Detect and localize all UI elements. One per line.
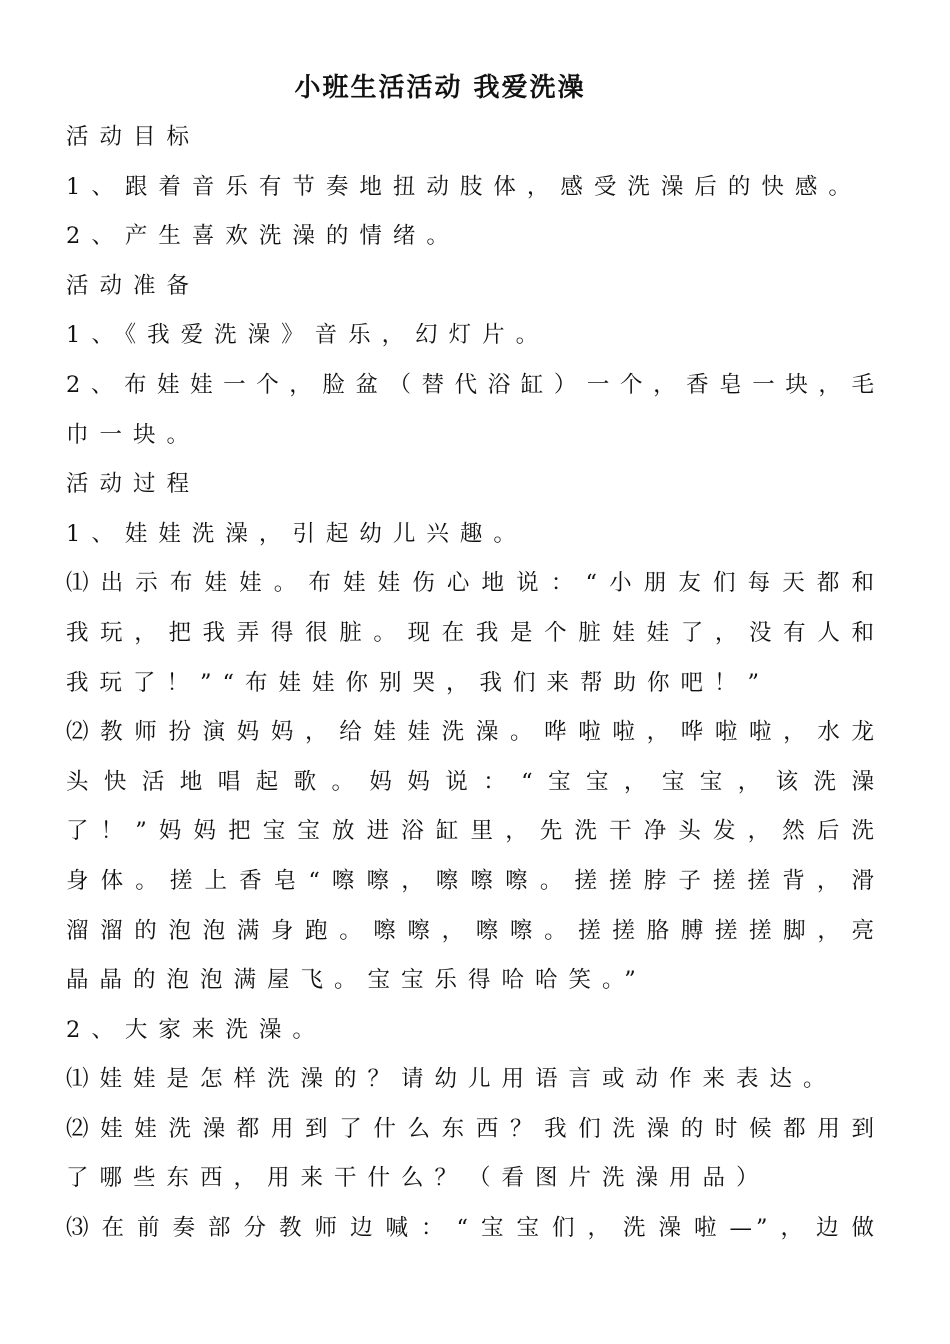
text-line: 活动过程 <box>66 471 201 498</box>
text-line: 2、大家来洗澡。 <box>66 1016 326 1043</box>
text-line: ⑵娃娃洗澡都用到了什么东西？我们洗澡的时候都用到 <box>66 1115 878 1142</box>
text-line: 巾一块。 <box>66 421 201 448</box>
text-line: 2、产生喜欢洗澡的情绪。 <box>66 223 460 250</box>
text-line: 我玩了！”“布娃娃你别哭，我们来帮助你吧！” <box>66 669 771 696</box>
text-line: 1、跟着音乐有节奏地扭动肢体，感受洗澡后的快感。 <box>66 173 862 200</box>
text-line: 2、布娃娃一个，脸盆（替代浴缸）一个，香皂一块，毛 <box>66 371 878 398</box>
text-line: ⑶在前奏部分教师边喊：“宝宝们，洗澡啦—”，边做 <box>66 1215 878 1242</box>
text-line: 活动目标 <box>66 124 201 150</box>
text-line: 活动准备 <box>66 272 201 299</box>
text-line: 了！”妈妈把宝宝放进浴缸里，先洗干净头发，然后洗 <box>66 818 878 845</box>
text-line: ⑴出示布娃娃。布娃娃伤心地说：“小朋友们每天都和 <box>66 570 878 597</box>
text-line: 1、娃娃洗澡，引起幼儿兴趣。 <box>66 520 527 547</box>
text-line: 我玩，把我弄得很脏。现在我是个脏娃娃了，没有人和 <box>66 619 878 646</box>
text-line: 头快活地唱起歌。妈妈说：“宝宝，宝宝，该洗澡 <box>66 768 878 795</box>
text-line: 1、《我爱洗澡》音乐，幻灯片。 <box>66 322 550 349</box>
text-line: 溜溜的泡泡满身跑。嚓嚓，嚓嚓。搓搓胳膊搓搓脚，亮 <box>66 917 878 944</box>
text-line: ⑵教师扮演妈妈，给娃娃洗澡。哗啦啦，哗啦啦，水龙 <box>66 719 878 746</box>
text-line: ⑴娃娃是怎样洗澡的？请幼儿用语言或动作来表达。 <box>66 1066 837 1093</box>
document-body <box>66 113 878 1254</box>
document-title: 小班生活活动 我爱洗澡 <box>294 73 586 103</box>
text-line: 了哪些东西，用来干什么？（看图片洗澡用品） <box>66 1165 770 1192</box>
text-line: 晶晶的泡泡满屋飞。宝宝乐得哈哈笑。” <box>66 967 647 994</box>
text-line: 身体。搓上香皂“嚓嚓，嚓嚓嚓。搓搓脖子搓搓背，滑 <box>66 867 878 894</box>
